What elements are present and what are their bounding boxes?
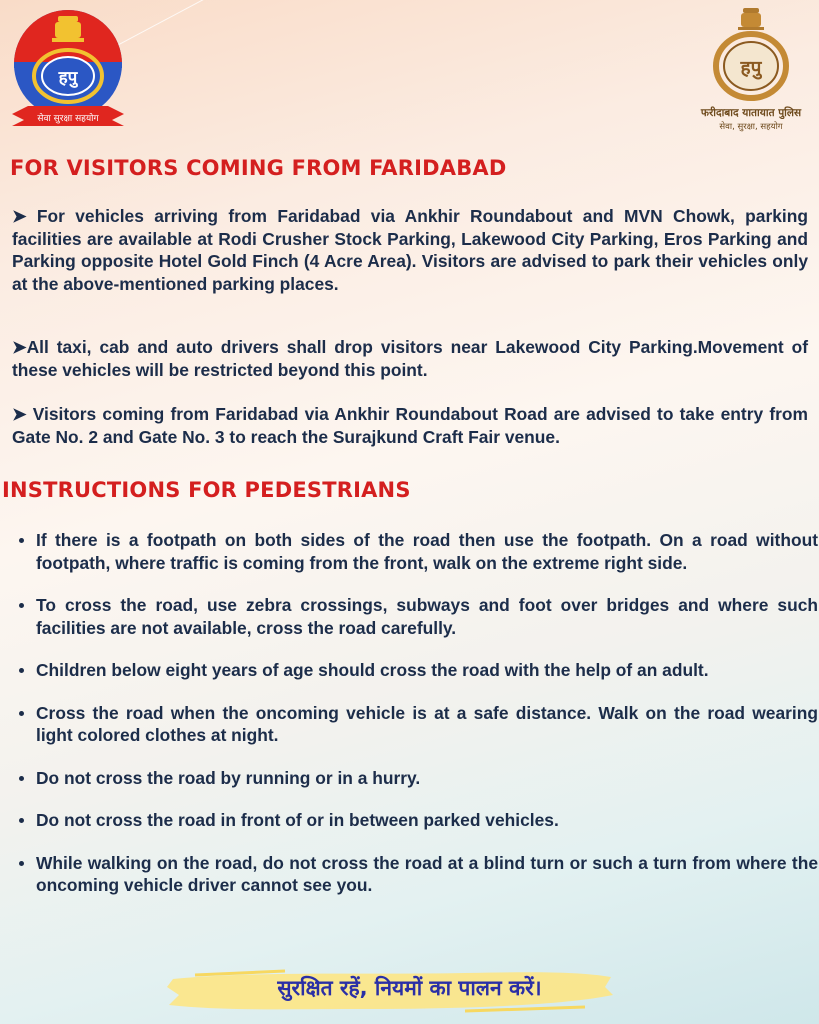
faridabad-traffic-police-logo <box>688 6 814 136</box>
haryana-police-logo-left <box>8 6 128 136</box>
svg-text:हपु: हपु <box>58 68 78 88</box>
taxi-drop-paragraph: ➤All taxi, cab and auto drivers shall drop visitors near Lakewood City Parking.Movement of these vehicles will be restricted beyond this point. <box>12 337 808 380</box>
bullet-icon <box>19 603 24 608</box>
list-item <box>14 594 818 639</box>
pedestrian-instructions-list <box>14 529 818 917</box>
bullet-icon <box>19 668 24 673</box>
bullet-icon <box>19 818 24 823</box>
svg-text:सेवा सुरक्षा सहयोग: सेवा सुरक्षा सहयोग <box>37 114 99 124</box>
list-item <box>14 767 818 790</box>
bullet-icon <box>19 538 24 543</box>
bullet-icon <box>19 861 24 866</box>
bullet-icon <box>19 776 24 781</box>
traffic-police-name: फरीदाबाद यातायात पुलिस <box>700 107 802 119</box>
police-emblem-icon <box>8 6 128 136</box>
traffic-police-emblem-icon <box>710 6 792 106</box>
list-item-text: To cross the road, use zebra crossings, subways and foot over bridges and where such facilities are not available, cross the road carefully. <box>36 595 818 638</box>
safety-slogan: सुरक्षित रहें, नियमों का पालन करें। <box>277 976 542 1000</box>
gate-entry-paragraph: ➤ Visitors coming from Faridabad via Ankhir Roundabout Road are advised to take entry from Gate No. 2 and Gate No. 3 to reach the Surajkund Craft Fair venue. <box>12 404 808 447</box>
list-item-text: Children below eight years of age should cross the road with the help of an adult. <box>36 660 709 680</box>
list-item <box>14 659 818 682</box>
list-item-text: Do not cross the road by running or in a hurry. <box>36 767 421 788</box>
parking-info-paragraph: ➤ For vehicles arriving from Faridabad via Ankhir Roundabout and MVN Chowk, parking facilities are available at Rodi Crusher Stock Parking, Lakewood City Parking, Eros Parking and Parking opposite Hotel Gold Finch (4 Acre Area). Visitors are advised to park their vehicles only at the above-mentioned parking places. <box>12 206 808 294</box>
list-item <box>14 852 818 897</box>
bullet-icon <box>19 711 24 716</box>
list-item-text: Cross the road when the oncoming vehicle is at a safe distance. Walk on the road wearing light colored clothes at night. <box>36 702 818 745</box>
list-item-text: Do not cross the road in front of or in between parked vehicles. <box>36 810 559 830</box>
list-item <box>14 809 818 832</box>
list-item-text: While walking on the road, do not cross the road at a blind turn or such a turn from where the oncoming vehicle driver cannot see you. <box>36 852 818 895</box>
section-title-faridabad: FOR VISITORS COMING FROM FARIDABAD <box>10 156 507 180</box>
list-item-text: If there is a footpath on both sides of the road then use the footpath. On a road without footpath, where traffic is coming from the front, walk on the extreme right side. <box>36 530 818 573</box>
list-item <box>14 702 818 747</box>
svg-text:हपु: हपु <box>740 57 762 79</box>
list-item <box>14 529 818 574</box>
section-title-pedestrians: INSTRUCTIONS FOR PEDESTRIANS <box>2 478 411 502</box>
traffic-police-motto: सेवा, सुरक्षा, सहयोग <box>719 122 783 132</box>
